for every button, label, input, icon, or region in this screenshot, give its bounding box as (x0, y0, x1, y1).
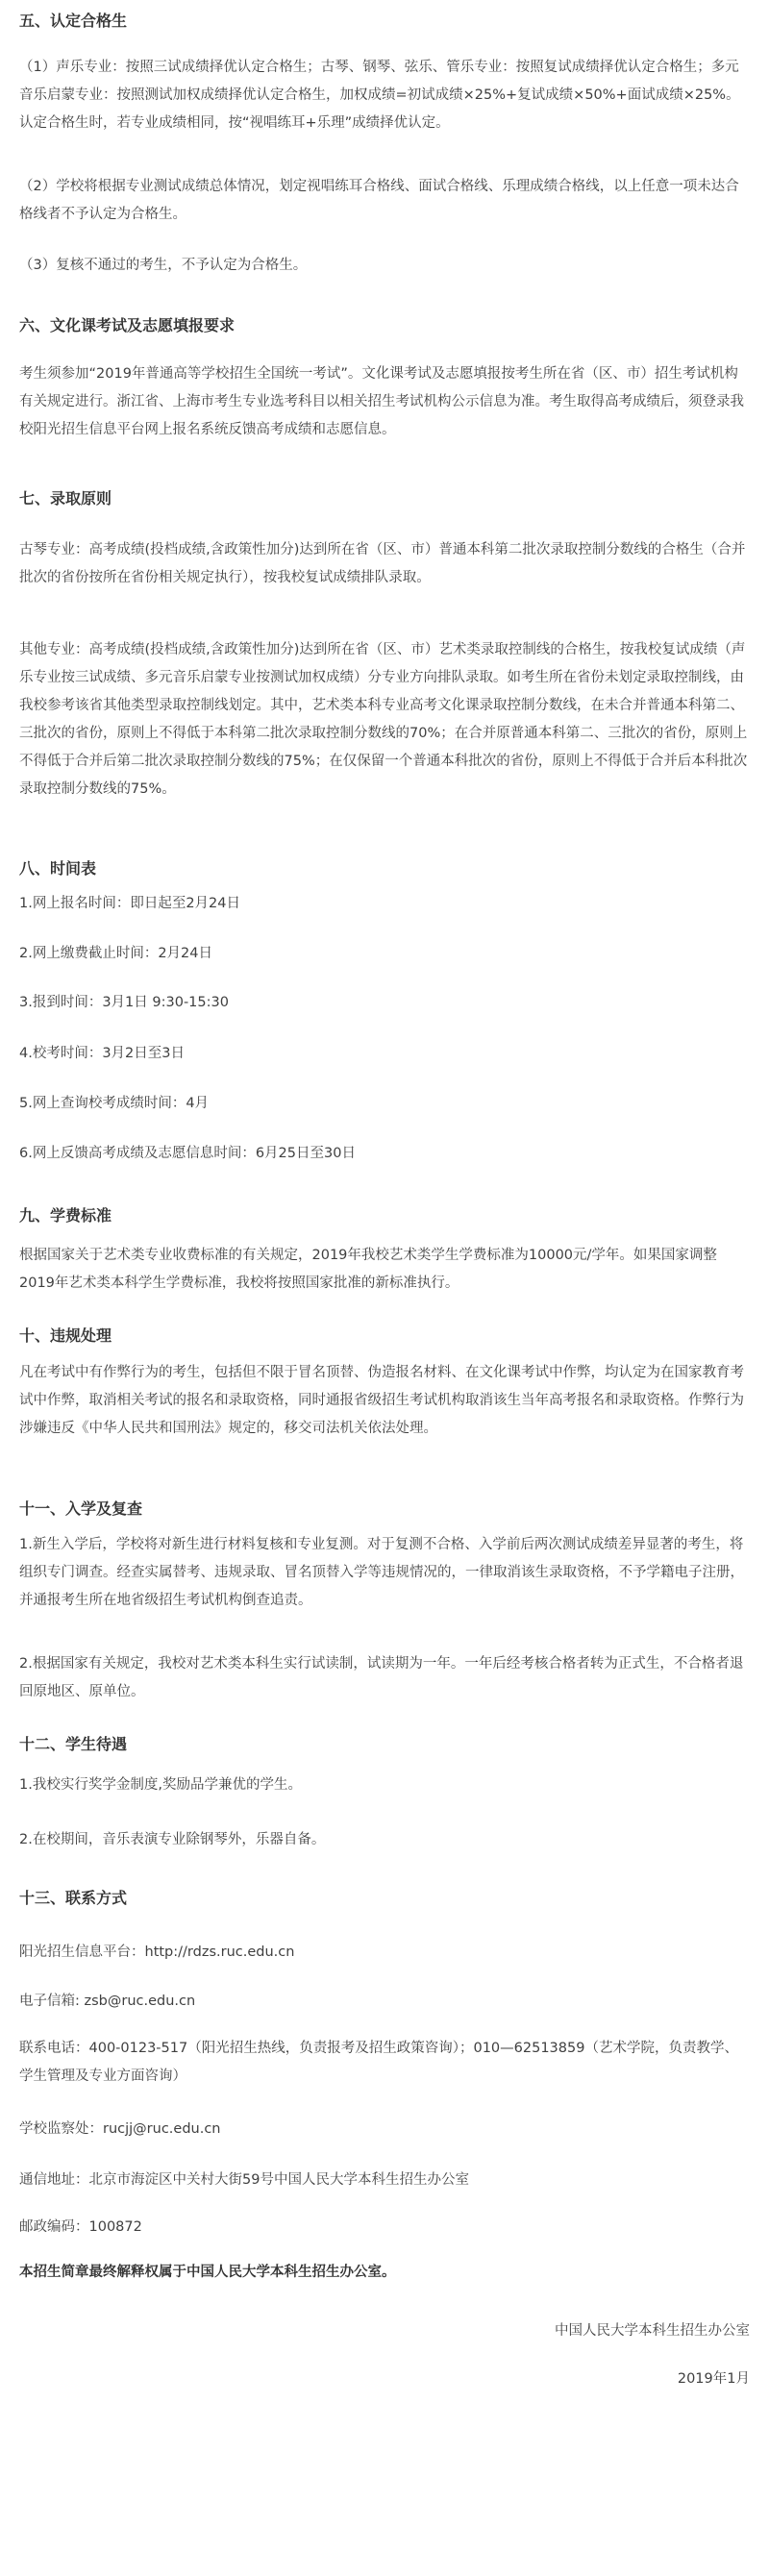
section-9-para-1: 根据国家关于艺术类专业收费标准的有关规定，2019年我校艺术类学生学费标准为10000元/学年。如果国家调整2019年艺术类本科学生学费标准，我校将按照国家批准的新标准执行。 (19, 1248, 717, 1291)
section-12-para-2: 2.在校期间，音乐表演专业除钢琴外，乐器自备。 (19, 1832, 326, 1847)
section-6-heading: 六、文化课考试及志愿填报要求 (19, 316, 236, 334)
section-8-heading: 八、时间表 (19, 859, 97, 878)
section-11-para-1: 1.新生入学后，学校将对新生进行材料复核和专业复测。对于复测不合格、入学前后两次测试成绩差异显著的考生，将组织专门调查。经查实属替考、违规录取、冒名顶替入学等违规情况的，一律取消该生录取资格，不予学籍电子注册，并通报考生所在地省级招生考试机构倒查追责。 (19, 1537, 744, 1608)
contact-email: 电子信箱: zsb@ruc.edu.cn (19, 1994, 196, 2009)
final-note: 本招生简章最终解释权属于中国人民大学本科生招生办公室。 (19, 2265, 396, 2280)
schedule-item: 1.网上报名时间：即日起至2月24日 (19, 896, 241, 911)
section-7-heading: 七、录取原则 (19, 489, 112, 508)
section-10-heading: 十、违规处理 (19, 1326, 112, 1345)
schedule-item: 2.网上缴费截止时间：2月24日 (19, 946, 213, 961)
section-5-para-3: （3）复核不通过的考生，不予认定为合格生。 (19, 258, 308, 273)
contact-address: 通信地址：北京市海淀区中关村大街59号中国人民大学本科生招生办公室 (19, 2172, 469, 2188)
section-13-heading: 十三、联系方式 (19, 1889, 128, 1907)
schedule-item: 4.校考时间：3月2日至3日 (19, 1046, 186, 1061)
section-7-para-1: 古琴专业：高考成绩(投档成绩,含政策性加分)达到所在省（区、市）普通本科第二批次录取控制分数线的合格生（合并批次的省份按所在省份相关规定执行），按我校复试成绩排队录取。 (19, 542, 746, 585)
section-12-heading: 十二、学生待遇 (19, 1735, 128, 1753)
section-9-heading: 九、学费标准 (19, 1206, 112, 1225)
section-5-para-1: （1）声乐专业：按照三试成绩择优认定合格生；古琴、钢琴、弦乐、管乐专业：按照复试成绩择优认定合格生；多元音乐启蒙专业：按照测试加权成绩择优认定合格生，加权成绩=初试成绩×25%+复试成绩×50%+面试成绩×25%。认定合格生时，若专业成绩相同，按“视唱练耳+乐理”成绩择优认定。 (19, 60, 740, 131)
contact-supervision: 学校监察处：rucjj@ruc.edu.cn (19, 2121, 221, 2137)
section-5-heading: 五、认定合格生 (19, 12, 128, 30)
section-11-heading: 十一、入学及复查 (19, 1499, 143, 1518)
section-11-para-2: 2.根据国家有关规定，我校对艺术类本科生实行试读制，试读期为一年。一年后经考核合格者转为正式生，不合格者退回原地区、原单位。 (19, 1656, 744, 1699)
contact-platform: 阳光招生信息平台：http://rdzs.ruc.edu.cn (19, 1944, 295, 1960)
schedule-item: 5.网上查询校考成绩时间：4月 (19, 1096, 210, 1111)
issue-date: 2019年1月 (677, 2371, 750, 2387)
schedule-item: 3.报到时间：3月1日 9:30-15:30 (19, 995, 229, 1010)
section-7-para-2: 其他专业：高考成绩(投档成绩,含政策性加分)达到所在省（区、市）艺术类录取控制线的合格生，按我校复试成绩（声乐专业按三试成绩、多元音乐启蒙专业按测试加权成绩）分专业方向排队录取。如考生所在省份未划定录取控制线，由我校参考该省其他类型录取控制线划定。其中，艺术类本科专业高考文化课录取控制分数线，在未合并普通本科第二、三批次的省份，原则上不得低于本科第二批次录取控制分数线的70%；在合并原普通本科第二、三批次的省份，原则上不得低于合并后第二批次录取控制分数线的75%；在仅保留一个普通本科批次的省份，原则上不得低于合并后本科批次录取控制分数线的75%。 (19, 642, 748, 797)
section-5-para-2: （2）学校将根据专业测试成绩总体情况，划定视唱练耳合格线、面试合格线、乐理成绩合格线，以上任意一项未达合格线者不予认定为合格生。 (19, 179, 739, 222)
signature: 中国人民大学本科生招生办公室 (555, 2323, 750, 2339)
section-6-para-1: 考生须参加“2019年普通高等学校招生全国统一考试”。文化课考试及志愿填报按考生所在省（区、市）招生考试机构有关规定进行。浙江省、上海市考生专业选考科目以相关招生考试机构公示信息为准。考生取得高考成绩后，须登录我校阳光招生信息平台网上报名系统反馈高考成绩和志愿信息。 (19, 366, 744, 437)
section-12-para-1: 1.我校实行奖学金制度,奖励品学兼优的学生。 (19, 1777, 302, 1793)
schedule-item: 6.网上反馈高考成绩及志愿信息时间：6月25日至30日 (19, 1146, 356, 1161)
section-10-para-1: 凡在考试中有作弊行为的考生，包括但不限于冒名顶替、伪造报名材料、在文化课考试中作弊，均认定为在国家教育考试中作弊，取消相关考试的报名和录取资格，同时通报省级招生考试机构取消该生当年高考报名和录取资格。作弊行为涉嫌违反《中华人民共和国刑法》规定的，移交司法机关依法处理。 (19, 1365, 744, 1436)
contact-postcode: 邮政编码：100872 (19, 2219, 142, 2235)
contact-phone: 联系电话：400-0123-517（阳光招生热线，负责报考及招生政策咨询）；010—62513859（艺术学院，负责教学、学生管理及专业方面咨询） (19, 2041, 738, 2084)
